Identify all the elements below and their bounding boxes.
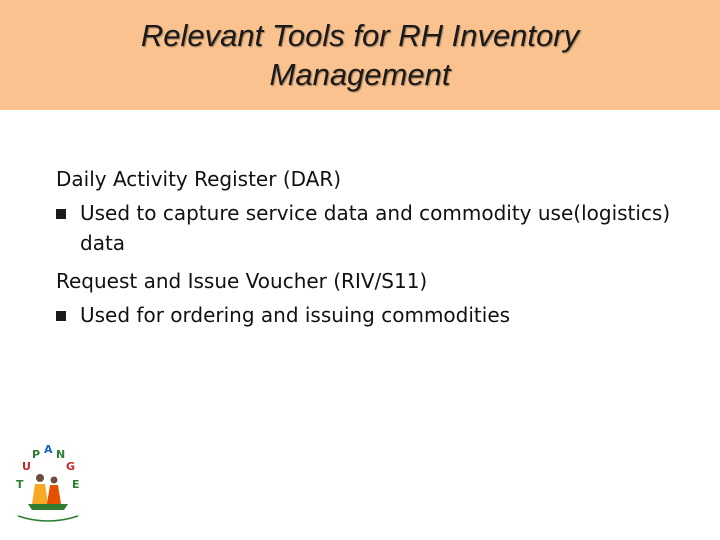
logo-letter-u: U (22, 460, 31, 473)
logo-letter-n: N (56, 448, 66, 461)
slide-title-line-1: Relevant Tools for RH Inventory (140, 18, 580, 53)
logo-letter-a: A (44, 443, 53, 456)
square-bullet-icon (56, 311, 66, 321)
tupange-logo-icon (8, 440, 88, 530)
bullet-dar (56, 198, 696, 258)
slide-title-line-2: Management (269, 57, 451, 92)
square-bullet-icon (56, 209, 66, 219)
logo-letter-t: T (16, 478, 24, 491)
title-band (0, 0, 720, 110)
item-heading-dar: Daily Activity Register (DAR) (56, 167, 342, 191)
slide-content (56, 160, 696, 334)
logo-letter-g: G (66, 460, 76, 473)
bullet-text-dar: Used to capture service data and commodity use(logistics) data (80, 201, 671, 255)
bullet-text-riv: Used for ordering and issuing commodities (80, 303, 511, 327)
logo-letter-p: P (32, 448, 41, 461)
item-heading-riv: Request and Issue Voucher (RIV/S11) (56, 269, 428, 293)
bullet-riv (56, 300, 696, 330)
logo-letter-e: E (72, 478, 80, 491)
